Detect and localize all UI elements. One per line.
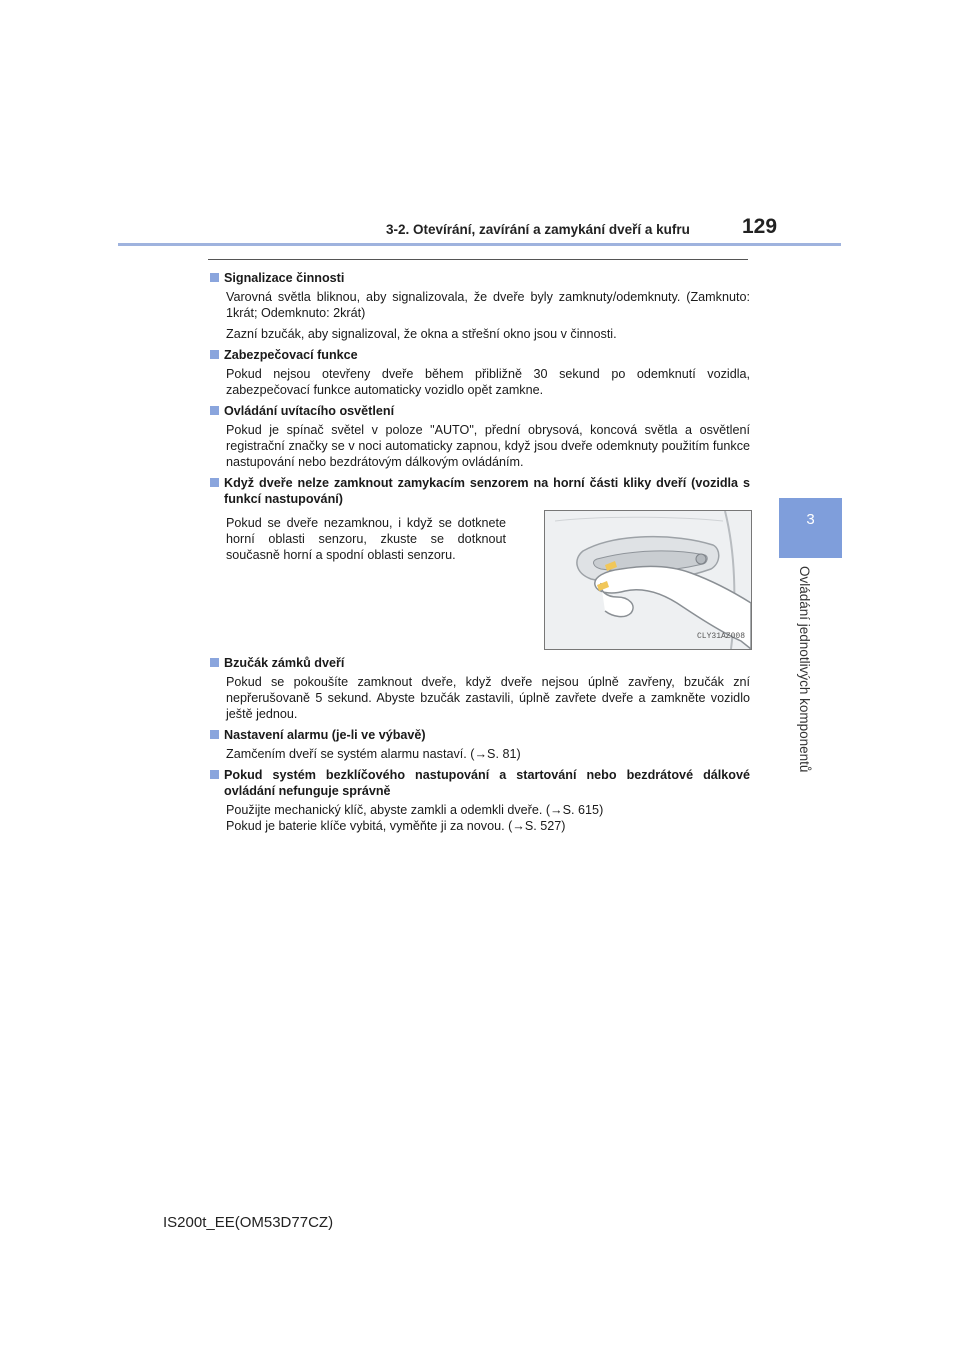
footer-model-code: IS200t_EE(OM53D77CZ) bbox=[163, 1214, 334, 1231]
section-title: Zabezpečovací funkce bbox=[224, 348, 358, 362]
paragraph: Zamčením dveří se systém alarmu nastaví. (→S. 81) bbox=[226, 747, 521, 761]
square-bullet-icon bbox=[210, 273, 219, 282]
square-bullet-icon bbox=[210, 730, 219, 739]
section-title: Pokud systém bezklíčového nastupování a startování nebo bezdrátové dálkové ovládání nefunguje správně bbox=[224, 768, 750, 798]
section-bezklicove bbox=[210, 767, 750, 834]
square-bullet-icon bbox=[210, 350, 219, 359]
paragraph: Pokud nejsou otevřeny dveře během přibližně 30 sekund po odemknutí vozidla, zabezpečovací funkce automaticky vozidlo opět zamkne. bbox=[226, 367, 750, 397]
header-rule bbox=[118, 243, 841, 246]
section-divider bbox=[208, 259, 748, 260]
page-number: 129 bbox=[742, 215, 778, 238]
illustration-code: CLY31AZ008 bbox=[696, 632, 745, 641]
paragraph: Pokud je baterie klíče vybitá, vyměňte ji za novou. (→S. 527) bbox=[226, 819, 566, 833]
section-signalizace bbox=[210, 270, 750, 342]
section-uvitaci-osvetleni bbox=[210, 403, 750, 470]
paragraph: Pokud se pokoušíte zamknout dveře, když dveře nejsou úplně zavřeny, bzučák zní nepřerušovaně 5 sekund. Abyste bzučák zastavili, úplně zavřete dveře a zamkněte vozidlo ještě jednou. bbox=[226, 675, 750, 721]
square-bullet-icon bbox=[210, 770, 219, 779]
paragraph: Zazní bzučák, aby signalizoval, že okna a střešní okno jsou v činnosti. bbox=[226, 327, 617, 341]
page-content bbox=[210, 270, 750, 839]
section-bzucak bbox=[210, 655, 750, 722]
section-title: Když dveře nelze zamknout zamykacím senzorem na horní části kliky dveří (vozidla s funkcí nastupování) bbox=[224, 476, 750, 506]
section-zabezpecovaci bbox=[210, 347, 750, 398]
section-alarm bbox=[210, 727, 750, 762]
section-title: Signalizace činnosti bbox=[224, 271, 345, 285]
chapter-tab: 3 bbox=[779, 498, 842, 558]
section-title: Bzučák zámků dveří bbox=[224, 656, 345, 670]
square-bullet-icon bbox=[210, 478, 219, 487]
paragraph: Varovná světla bliknou, aby signalizovala, že dveře byly zamknuty/odemknuty. (Zamknuto: 1krát; Odemknuto: 2krát) bbox=[226, 290, 750, 320]
chapter-side-label: Ovládání jednotlivých komponentů bbox=[797, 566, 812, 773]
section-zamykaci-senzor bbox=[210, 475, 750, 650]
paragraph: Pokud je spínač světel v poloze "AUTO", přední obrysová, koncová světla a osvětlení registrační značky se v noci automaticky zapnou, když jsou dveře odemknuty použitím funkce nastupování nebo bezdrátovým dálkovým ovládáním. bbox=[226, 423, 750, 469]
door-handle-illustration bbox=[544, 510, 752, 650]
running-header: 3-2. Otevírání, zavírání a zamykání dveří a kufru bbox=[386, 222, 690, 237]
section-title: Ovládání uvítacího osvětlení bbox=[224, 404, 395, 418]
square-bullet-icon bbox=[210, 406, 219, 415]
square-bullet-icon bbox=[210, 658, 219, 667]
section-title: Nastavení alarmu (je-li ve výbavě) bbox=[224, 728, 426, 742]
paragraph: Použijte mechanický klíč, abyste zamkli a odemkli dveře. (→S. 615) bbox=[226, 803, 604, 817]
paragraph: Pokud se dveře nezamknou, i když se dotknete horní oblasti senzoru, zkuste se dotknout současně horní a spodní oblasti senzoru. bbox=[226, 516, 506, 562]
